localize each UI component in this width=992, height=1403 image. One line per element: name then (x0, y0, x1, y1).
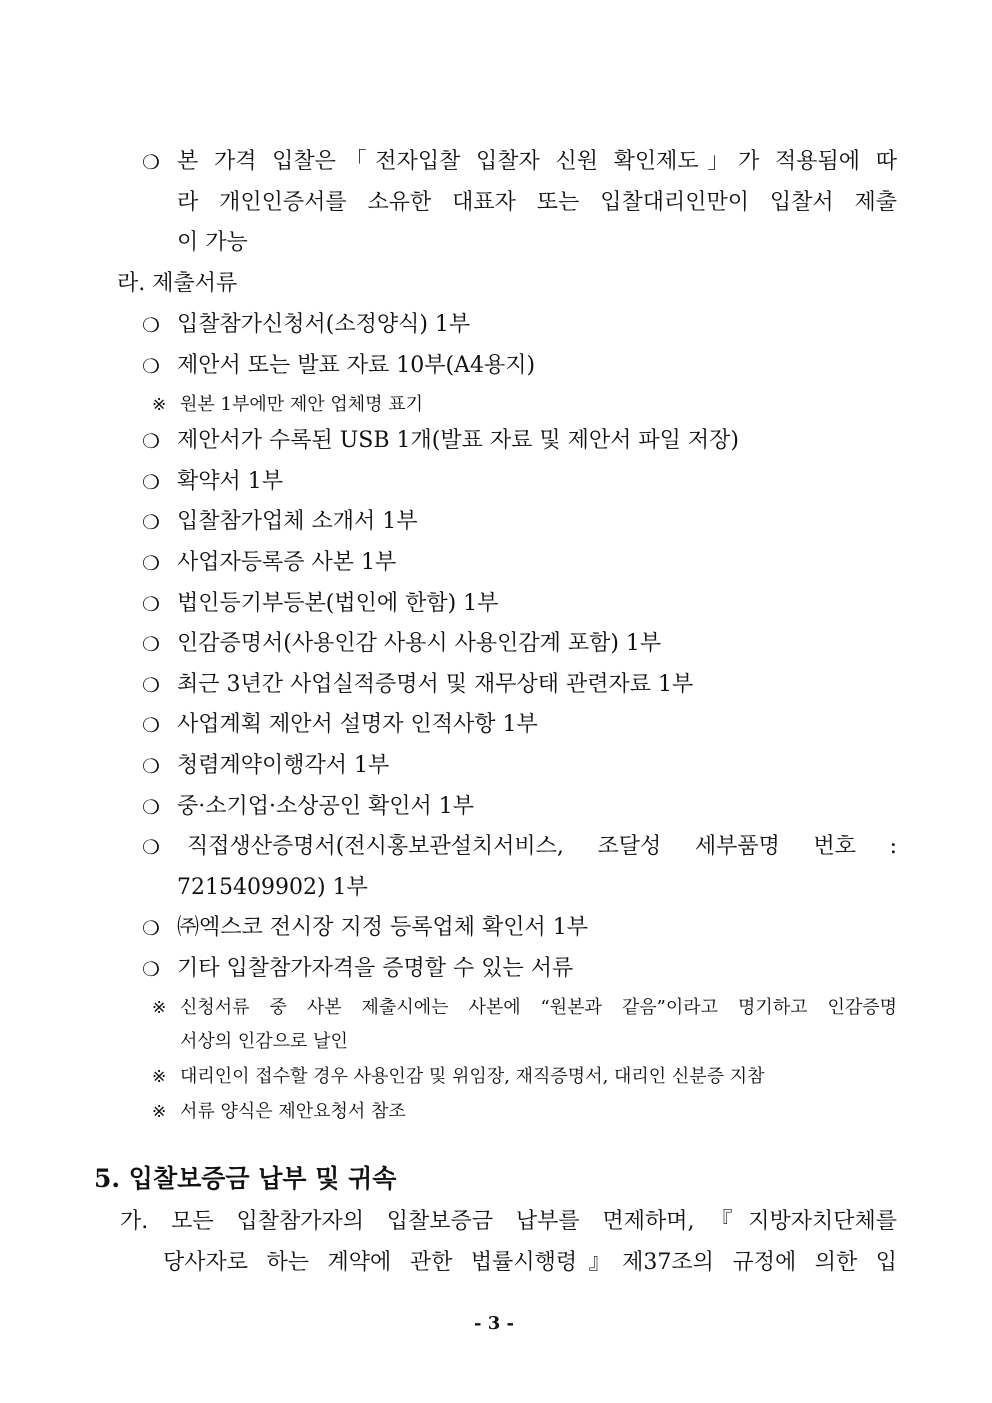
note-line: 서류 양식은 제안요청서 참조 (180, 1101, 406, 1122)
list-item: 제안서가 수록된 USB 1개(발표 자료 및 제안서 파일 저장) (177, 428, 739, 453)
list-item: 확약서 1부 (177, 469, 283, 494)
reference-mark-icon: ※ (152, 395, 167, 415)
bullet-icon: ❍ (142, 354, 160, 378)
page-number: - 3 - (474, 1313, 514, 1334)
intro-line-3: 이 가능 (177, 230, 248, 255)
list-item: ㈜엑스코 전시장 지정 등록업체 확인서 1부 (177, 915, 588, 940)
reference-mark-icon: ※ (152, 1102, 167, 1122)
list-item: 제안서 또는 발표 자료 10부(A4용지) (177, 353, 536, 378)
list-item: 중·소기업·소상공인 확인서 1부 (177, 794, 474, 819)
section-5-paragraph-line-1: 가. 모든 입찰참가자의 입찰보증금 납부를 면제하며,『지방자치단체를 (120, 1209, 897, 1234)
list-item: 입찰참가업체 소개서 1부 (177, 509, 418, 534)
bullet-icon: ❍ (142, 470, 160, 494)
note-line: 대리인이 접수할 경우 사용인감 및 위임장, 재직증명서, 대리인 신분증 지참 (180, 1066, 765, 1087)
list-item: 사업자등록증 사본 1부 (177, 550, 397, 575)
bullet-icon: ❍ (142, 510, 160, 534)
note-line: 신청서류 중 사본 제출시에는 사본에 “원본과 같음”이라고 명기하고 인감증명 (180, 997, 897, 1018)
section-5-paragraph-line-2: 당사자로 하는 계약에 관한 법률시행령』제37조의 규정에 의한 입 (163, 1250, 897, 1275)
bullet-icon: ❍ (142, 592, 160, 616)
list-item: 청렴계약이행각서 1부 (177, 753, 390, 778)
reference-mark-icon: ※ (152, 998, 167, 1018)
bullet-icon: ❍ (142, 429, 160, 453)
bullet-icon: ❍ (142, 916, 160, 940)
bullet-icon: ❍ (142, 551, 160, 575)
bullet-icon: ❍ (142, 673, 160, 697)
bullet-icon: ❍ (142, 795, 160, 819)
list-item: 최근 3년간 사업실적증명서 및 재무상태 관련자료 1부 (177, 672, 694, 697)
list-item: 입찰참가신청서(소정양식) 1부 (177, 312, 471, 337)
bullet-icon: ❍ (142, 754, 160, 778)
reference-mark-icon: ※ (152, 1067, 167, 1087)
list-item: 사업계획 제안서 설명자 인적사항 1부 (177, 712, 538, 737)
list-item: 직접생산증명서(전시홍보관설치서비스, 조달성 세부품명 번호 : (187, 834, 897, 859)
note-line-continuation: 서상의 인감으로 날인 (180, 1031, 348, 1052)
intro-line-1: 본 가격 입찰은「전자입찰 입찰자 신원 확인제도」가 적용됨에 따 (177, 149, 897, 174)
bullet-icon: ❍ (142, 957, 160, 981)
bullet-icon: ❍ (142, 835, 160, 859)
list-item: 인감증명서(사용인감 사용시 사용인감계 포함) 1부 (177, 631, 662, 656)
list-item: 법인등기부등본(법인에 한함) 1부 (177, 591, 499, 616)
section-5-heading: 5. 입찰보증금 납부 및 귀속 (94, 1164, 397, 1193)
list-item: 기타 입찰참가자격을 증명할 수 있는 서류 (177, 956, 574, 981)
intro-line-2: 라 개인인증서를 소유한 대표자 또는 입찰대리인만이 입찰서 제출 (177, 190, 897, 215)
bullet-icon: ❍ (142, 632, 160, 656)
list-item-continuation: 7215409902) 1부 (177, 875, 368, 900)
section-ra-heading: 라. 제출서류 (117, 271, 238, 296)
bullet-icon: ❍ (142, 150, 160, 174)
bullet-icon: ❍ (142, 713, 160, 737)
list-subnote: 원본 1부에만 제안 업체명 표기 (180, 394, 423, 415)
bullet-icon: ❍ (142, 313, 160, 337)
